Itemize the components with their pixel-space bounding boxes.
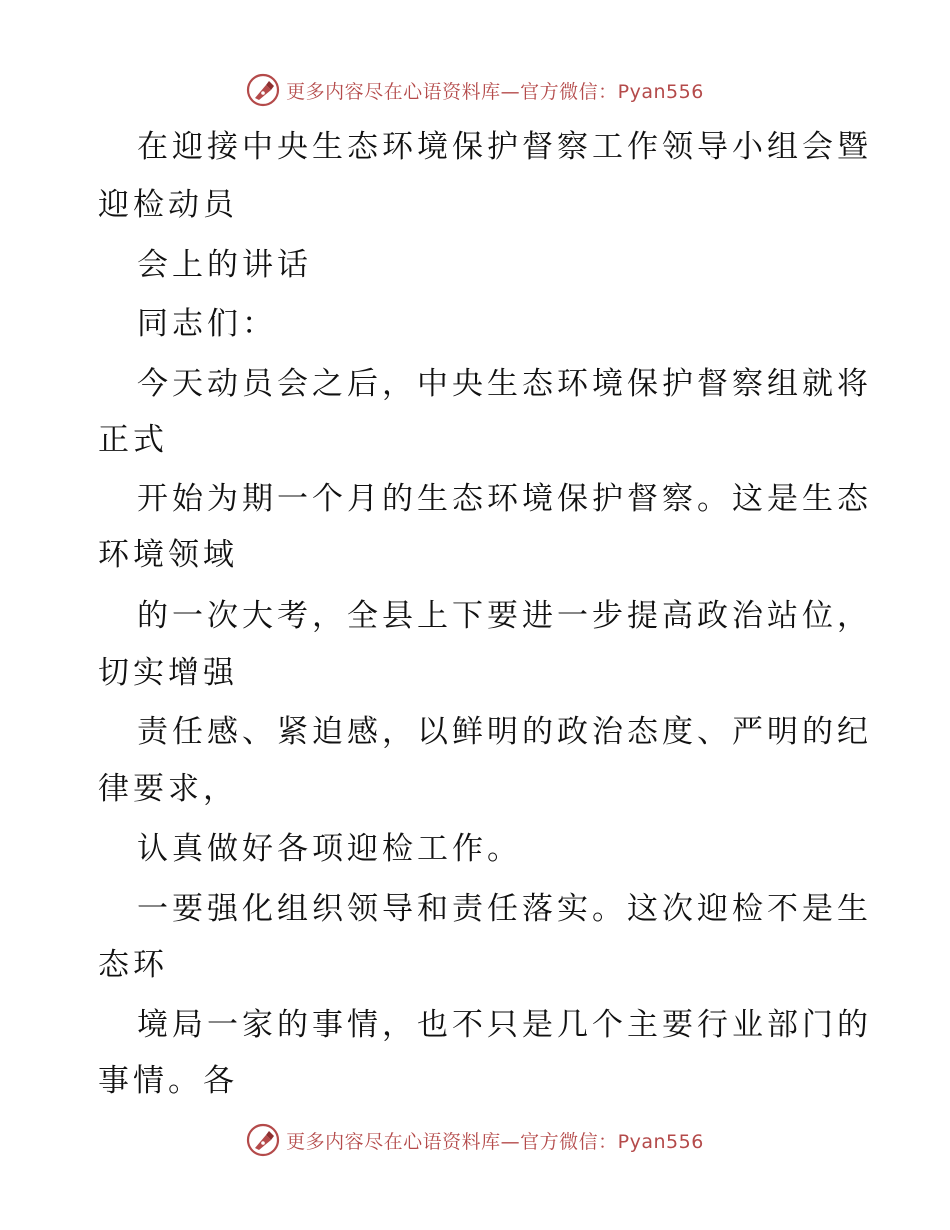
watermark-banner-top [0, 70, 950, 110]
text-line: 会上的讲话 [137, 247, 312, 283]
text-line: 境局一家的事情，也不只是几个主要行业部门的 [137, 1007, 872, 1043]
text-line: 迎检动员 [98, 187, 238, 223]
watermark-text: 更多内容尽在心语资料库—官方微信：Pyan556 [286, 80, 704, 103]
text-line: 正式 [98, 422, 168, 458]
text-line: 切实增强 [98, 655, 238, 691]
text-line: 责任感、紧迫感，以鲜明的政治态度、严明的纪 [137, 714, 872, 750]
text-line: 态环 [98, 947, 168, 983]
text-line: 环境领域 [98, 537, 238, 573]
pen-nib-logo-icon [246, 73, 280, 107]
text-line: 同志们： [137, 306, 277, 342]
text-line: 律要求， [98, 771, 238, 807]
pen-nib-logo-icon [246, 1123, 280, 1157]
watermark-banner-bottom [0, 1120, 950, 1160]
text-line: 在迎接中央生态环境保护督察工作领导小组会暨 [137, 129, 872, 165]
text-line: 事情。各 [98, 1063, 238, 1099]
text-line: 的一次大考，全县上下要进一步提高政治站位， [137, 598, 872, 634]
text-line: 开始为期一个月的生态环境保护督察。这是生态 [137, 481, 872, 517]
text-line: 今天动员会之后，中央生态环境保护督察组就将 [137, 366, 872, 402]
text-line: 一要强化组织领导和责任落实。这次迎检不是生 [137, 891, 872, 927]
text-line: 认真做好各项迎检工作。 [137, 831, 522, 867]
watermark-text: 更多内容尽在心语资料库—官方微信：Pyan556 [286, 1130, 704, 1153]
